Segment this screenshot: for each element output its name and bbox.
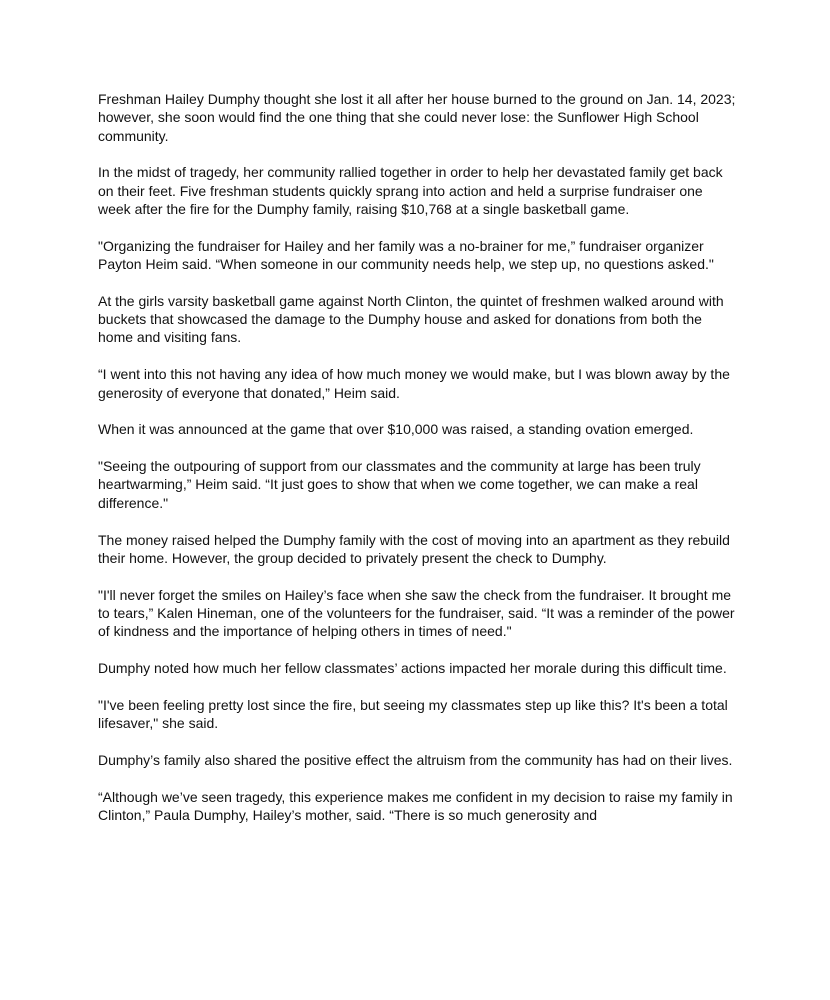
paragraph: Dumphy’s family also shared the positive effect the altruism from the community has had on their lives. <box>98 751 733 768</box>
paragraph: "Seeing the outpouring of support from our classmates and the community at large has been truly heartwarming,” Heim said. “It just goes to show that when we come together, we can make a real difference." <box>98 458 701 511</box>
paragraph: Dumphy noted how much her fellow classmates’ actions impacted her morale during this difficult time. <box>98 660 727 677</box>
paragraph: “I went into this not having any idea of how much money we would make, but I was blown away by the generosity of everyone that donated,” Heim said. <box>98 366 730 401</box>
paragraph: At the girls varsity basketball game against North Clinton, the quintet of freshmen walked around with buckets that showcased the damage to the Dumphy house and asked for donations from both the home and visiting fans. <box>98 292 724 346</box>
paragraph: In the midst of tragedy, her community rallied together in order to help her devastated family get back on their feet. Five freshman students quickly sprang into action and held a surprise fundraiser one week after the fire for the Dumphy family, raising $10,768 at a single basketball game. <box>98 164 723 217</box>
paragraph: The money raised helped the Dumphy family with the cost of moving into an apartment as they rebuild their home. However, the group decided to privately present the check to Dumphy. <box>98 531 730 566</box>
paragraph: “Although we’ve seen tragedy, this experience makes me confident in my decision to raise my family in Clinton,” Paula Dumphy, Hailey’s mother, said. “There is so much generosity and <box>98 788 733 824</box>
paragraph: "I'll never forget the smiles on Hailey’s face when she saw the check from the fundraiser. It brought me to tears,” Kalen Hineman, one of the volunteers for the fundraiser, said. “It was a reminder of the power of kindness and the importance of helping others in times of need." <box>98 586 735 640</box>
paragraph: Freshman Hailey Dumphy thought she lost it all after her house burned to the ground on Jan. 14, 2023; however, she soon would find the one thing that she could never lose: the Sunflower High School community. <box>98 91 736 144</box>
paragraph: "I've been feeling pretty lost since the fire, but seeing my classmates step up like this? It's been a total lifesaver," she said. <box>98 696 728 732</box>
article-body <box>98 90 738 843</box>
paragraph: When it was announced at the game that over $10,000 was raised, a standing ovation emerged. <box>98 421 694 438</box>
paragraph: "Organizing the fundraiser for Hailey and her family was a no-brainer for me,” fundraiser organizer Payton Heim said. “When someone in our community needs help, we step up, no questions asked." <box>98 237 714 273</box>
